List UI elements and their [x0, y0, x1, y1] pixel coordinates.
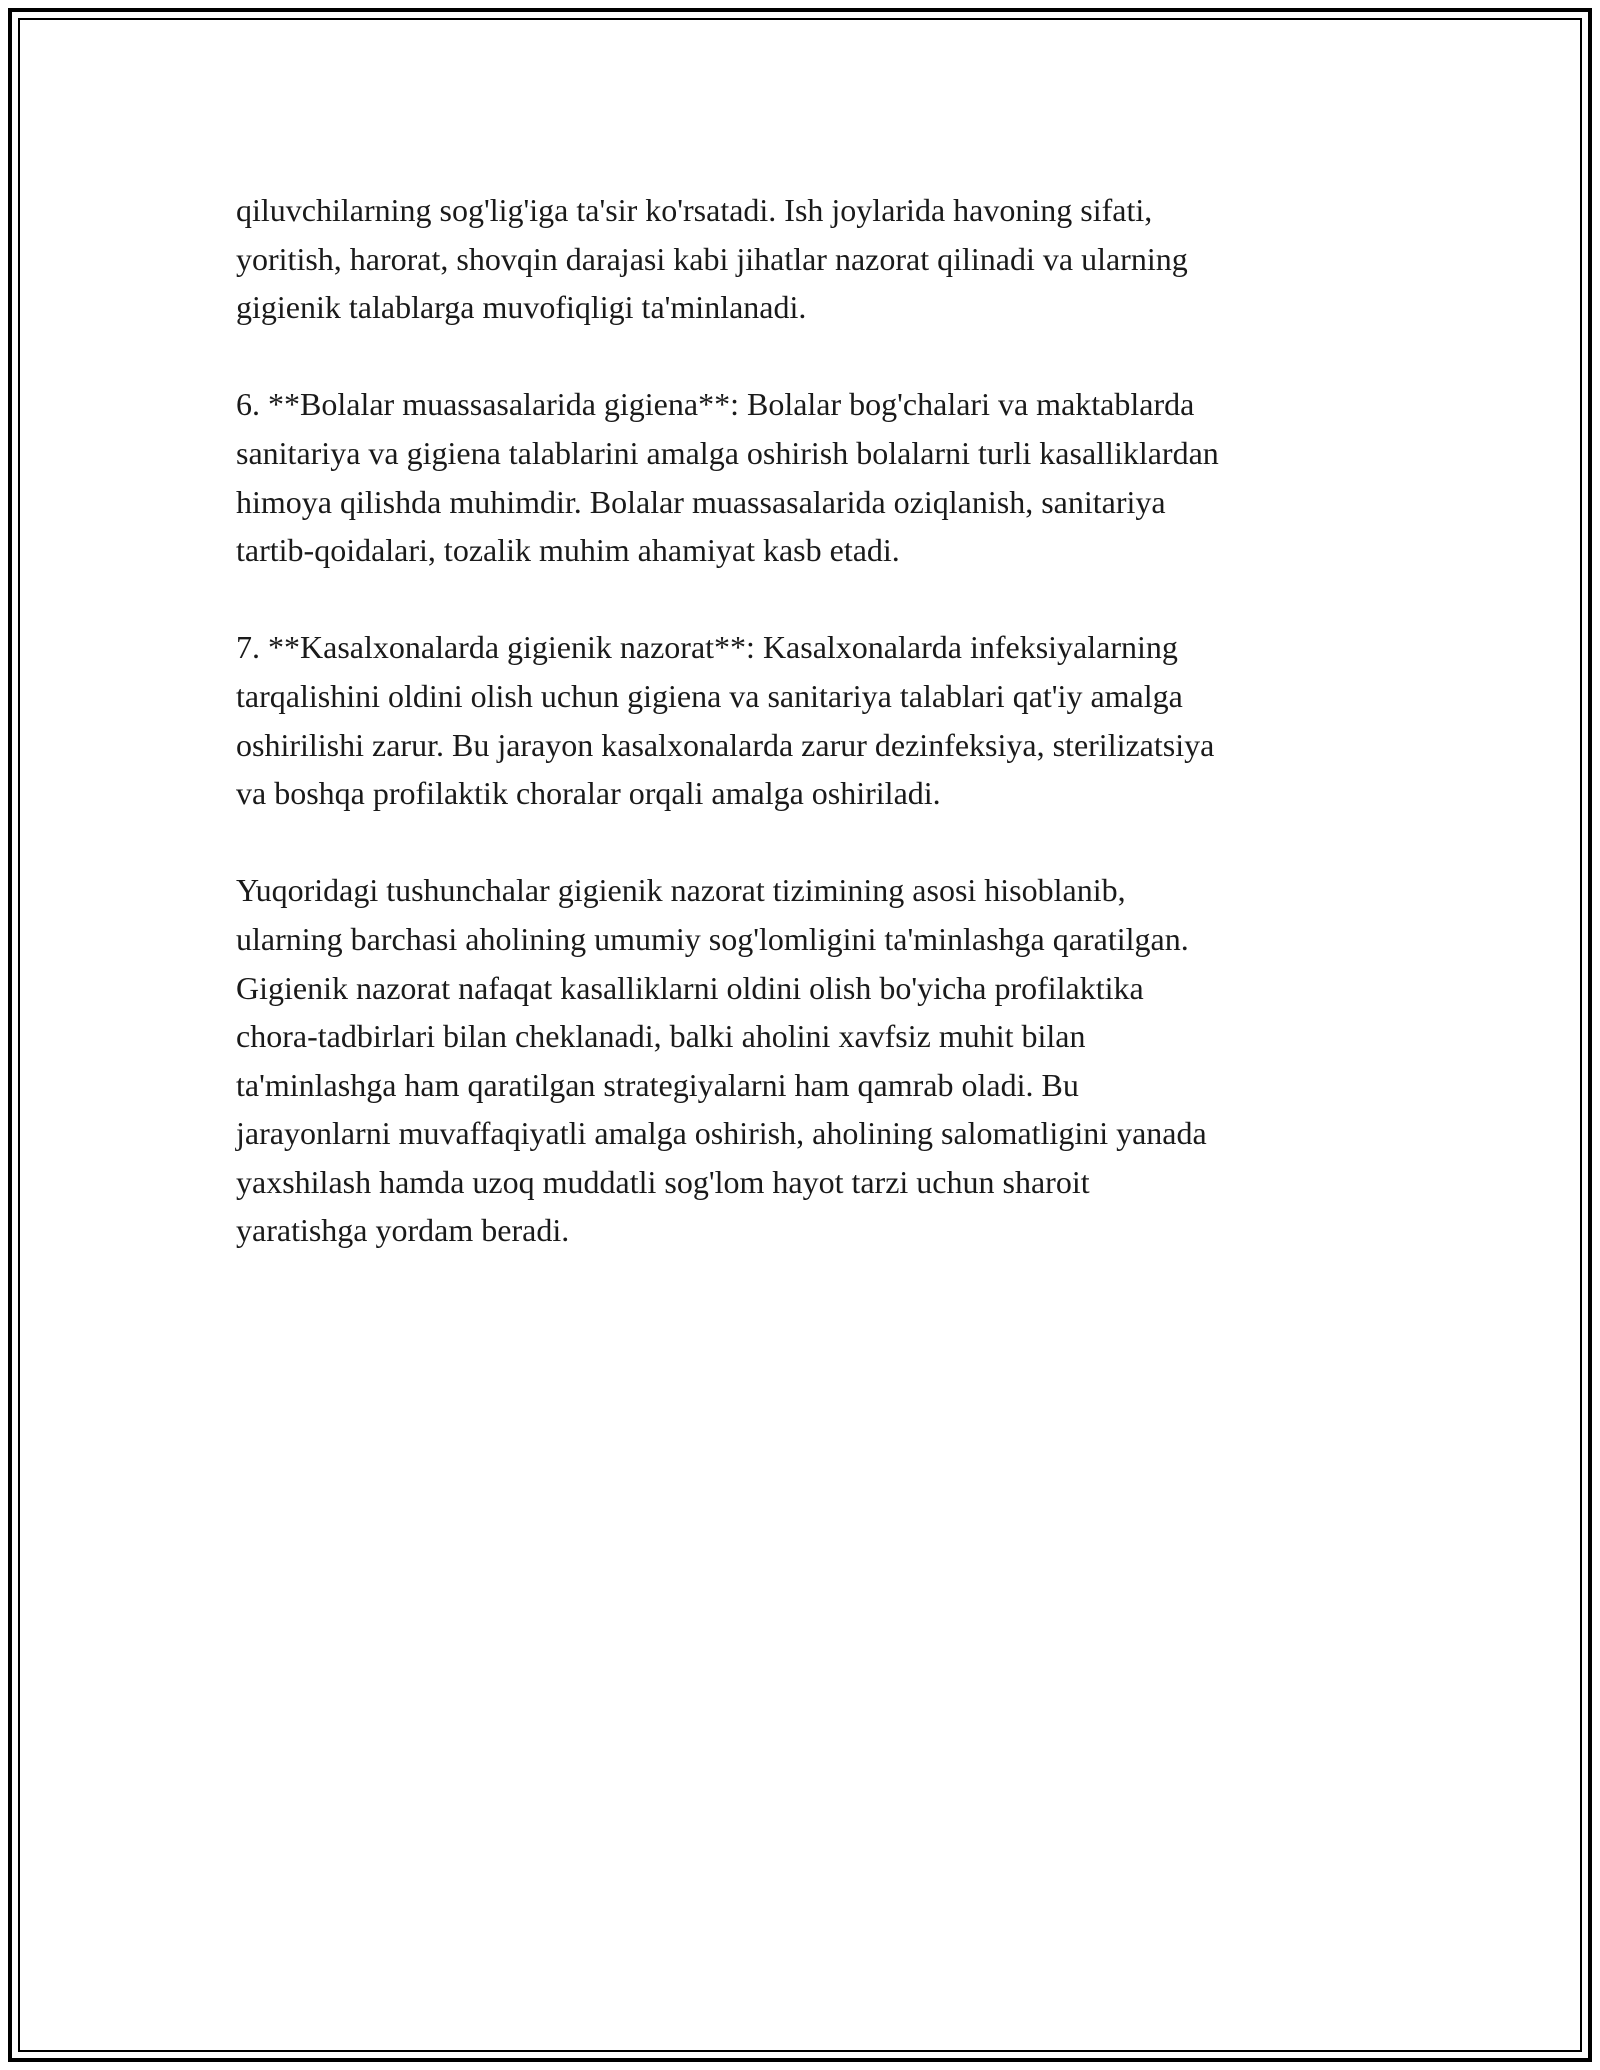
paragraph-item-7-hospitals	[236, 623, 1396, 817]
text-line: gigienik talablarga muvofiqligi ta'minlanadi.	[236, 289, 807, 326]
text-line: ularning barchasi aholining umumiy sog'lomligini ta'minlashga qaratilgan.	[236, 920, 1189, 957]
text-line: 7. **Kasalxonalarda gigienik nazorat**: Kasalxonalarda infeksiyalarning	[236, 629, 1178, 666]
text-line: 6. **Bolalar muassasalarida gigiena**: Bolalar bog'chalari va maktablarda	[236, 386, 1195, 423]
text-line: yaxshilash hamda uzoq muddatli sog'lom hayot tarzi uchun sharoit	[236, 1163, 1090, 1200]
text-line: chora-tadbirlari bilan cheklanadi, balki aholini xavfsiz muhit bilan	[236, 1018, 1086, 1055]
text-line: sanitariya va gigiena talablarini amalga oshirish bolalarni turli kasalliklardan	[236, 434, 1219, 471]
text-line: yaratishga yordam beradi.	[236, 1212, 570, 1249]
text-line: himoya qilishda muhimdir. Bolalar muassasalarida oziqlanish, sanitariya	[236, 483, 1166, 520]
paragraph-item-6-childrens-institutions	[236, 380, 1396, 574]
text-line: qiluvchilarning sog'lig'iga ta'sir ko'rsatadi. Ish joylarida havoning sifati,	[236, 192, 1153, 228]
text-line: Gigienik nazorat nafaqat kasalliklarni oldini olish bo'yicha profilaktika	[236, 969, 1144, 1006]
text-line: tartib-qoidalari, tozalik muhim ahamiyat kasb etadi.	[236, 532, 900, 569]
text-line: va boshqa profilaktik choralar orqali amalga oshiriladi.	[236, 775, 941, 812]
document-body	[236, 186, 1396, 1304]
text-line: Yuqoridagi tushunchalar gigienik nazorat tizimining asosi hisoblanib,	[236, 872, 1126, 909]
text-line: jarayonlarni muvaffaqiyatli amalga oshirish, aholining salomatligini yanada	[236, 1115, 1207, 1152]
text-line: ta'minlashga ham qaratilgan strategiyalarni ham qamrab oladi. Bu	[236, 1066, 1079, 1103]
text-line: yoritish, harorat, shovqin darajasi kabi jihatlar nazorat qilinadi va ularning	[236, 240, 1188, 277]
text-line: oshirilishi zarur. Bu jarayon kasalxonalarda zarur dezinfeksiya, sterilizatsiya	[236, 726, 1215, 763]
paragraph-workplace-hygiene	[236, 186, 1396, 332]
text-line: tarqalishini oldini olish uchun gigiena va sanitariya talablari qat'iy amalga	[236, 677, 1183, 714]
paragraph-conclusion	[236, 866, 1396, 1255]
